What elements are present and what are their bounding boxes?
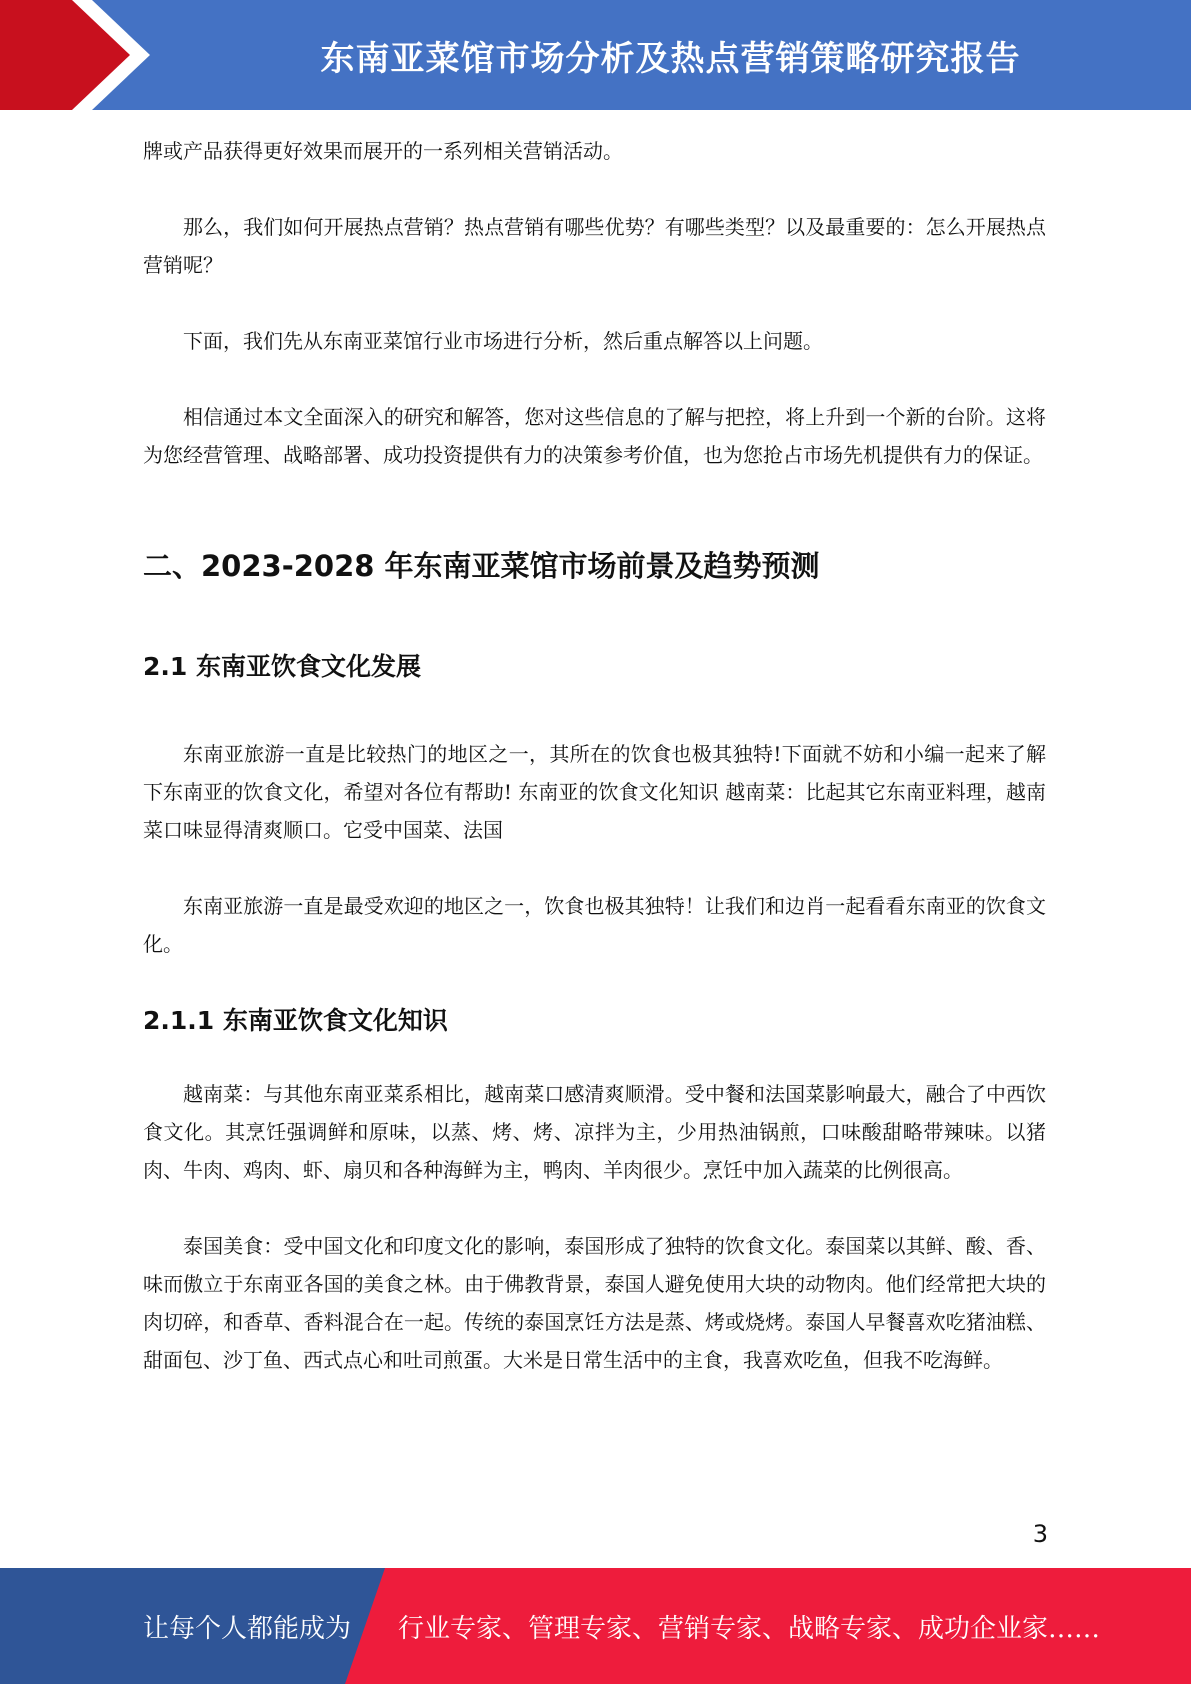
section-2-1-heading: 2.1 东南亚饮食文化发展	[143, 652, 421, 681]
header-arrow-decoration	[0, 0, 160, 110]
page-number: 3	[1032, 1520, 1048, 1548]
section-2-heading: 二、2023-2028 年东南亚菜馆市场前景及趋势预测	[143, 549, 820, 583]
header-title: 东南亚菜馆市场分析及热点营销策略研究报告	[320, 38, 1021, 79]
footer-slogan-left: 让每个人都能成为	[143, 1613, 352, 1644]
paragraph-3: 下面，我们先从东南亚菜馆行业市场进行分析，然后重点解答以上问题。	[183, 329, 823, 353]
paragraph-6: 东南亚旅游一直是最受欢迎的地区之一，饮食也极其独特！让我们和边肖一起看看东南亚的饮食文化。	[143, 894, 1046, 956]
paragraph-5: 东南亚旅游一直是比较热门的地区之一，其所在的饮食也极其独特!下面就不妨和小编一起来了解下东南亚的饮食文化，希望对各位有帮助! 东南亚的饮食文化知识 越南菜：比起其它东南亚料理，越南菜口味显得清爽顺口。它受中国菜、法国	[143, 742, 1046, 842]
footer-slogan-right: 行业专家、管理专家、营销专家、战略专家、成功企业家……	[398, 1613, 1101, 1644]
paragraph-8: 泰国美食：受中国文化和印度文化的影响，泰国形成了独特的饮食文化。泰国菜以其鲜、酸、香、味而傲立于东南亚各国的美食之林。由于佛教背景，泰国人避免使用大块的动物肉。他们经常把大块的肉切碎，和香草、香料混合在一起。传统的泰国烹饪方法是蒸、烤或烧烤。泰国人早餐喜欢吃猪油糕、甜面包、沙丁鱼、西式点心和吐司煎蛋。大米是日常生活中的主食，我喜欢吃鱼，但我不吃海鲜。	[143, 1234, 1046, 1372]
section-2-1-1-heading: 2.1.1 东南亚饮食文化知识	[143, 1006, 448, 1035]
paragraph-2: 那么，我们如何开展热点营销？热点营销有哪些优势？有哪些类型？以及最重要的：怎么开展热点营销呢？	[143, 215, 1046, 277]
paragraph-4: 相信通过本文全面深入的研究和解答，您对这些信息的了解与把控，将上升到一个新的台阶。这将为您经营管理、战略部署、成功投资提供有力的决策参考价值，也为您抢占市场先机提供有力的保证。	[143, 405, 1046, 467]
page-footer	[0, 1568, 1191, 1684]
page-header	[0, 0, 1191, 110]
paragraph-1: 牌或产品获得更好效果而展开的一系列相关营销活动。	[143, 139, 623, 163]
document-body	[143, 132, 1046, 1379]
paragraph-7: 越南菜：与其他东南亚菜系相比，越南菜口感清爽顺滑。受中餐和法国菜影响最大，融合了中西饮食文化。其烹饪强调鲜和原味，以蒸、烤、烤、凉拌为主，少用热油锅煎，口味酸甜略带辣味。以猪肉、牛肉、鸡肉、虾、扇贝和各种海鲜为主，鸭肉、羊肉很少。烹饪中加入蔬菜的比例很高。	[143, 1082, 1046, 1182]
